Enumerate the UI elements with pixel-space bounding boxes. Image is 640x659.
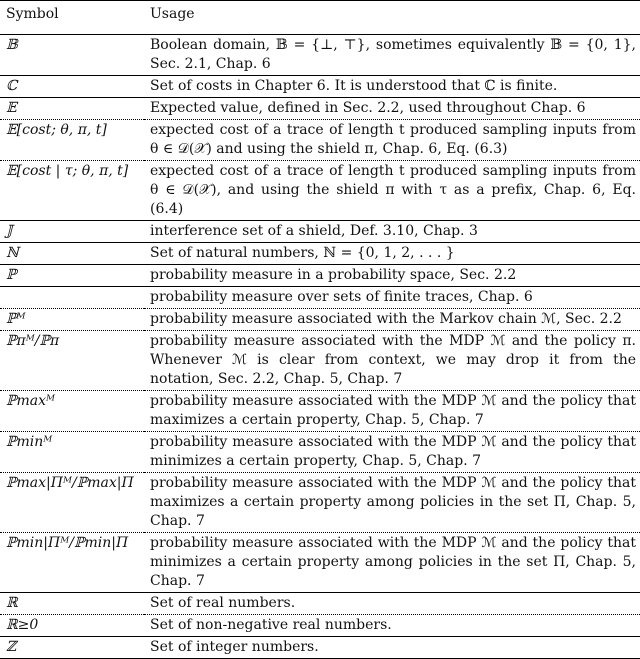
symbol-cell: ℙπᴹ/ℙπ bbox=[6, 333, 60, 349]
symbol-cell: 𝔼[cost; θ, π, t] bbox=[6, 122, 107, 138]
table-row bbox=[0, 637, 640, 659]
usage-cell: Set of integer numbers. bbox=[150, 639, 319, 655]
table-row bbox=[0, 473, 640, 533]
usage-cell: probability measure associated with the MDP ℳ and the policy π. Whenever ℳ is clear from context, we may drop it from the notation, Sec. 2.2, Chap. 5, Chap. 7 bbox=[150, 333, 636, 387]
symbol-cell: ℙmaxᴹ bbox=[6, 393, 56, 409]
table-row bbox=[0, 265, 640, 287]
usage-cell: expected cost of a trace of length t produced sampling inputs from θ ∈ 𝒟(𝒳), and using the shield π with τ as a prefix, Chap. 6, Eq. (6.4) bbox=[150, 163, 636, 217]
usage-cell: probability measure over sets of finite traces, Chap. 6 bbox=[150, 289, 533, 305]
symbol-cell: 𝔼[cost | τ; θ, π, t] bbox=[6, 163, 129, 179]
symbol-cell: ℙ bbox=[6, 267, 17, 283]
usage-cell: probability measure associated with the Markov chain ℳ, Sec. 2.2 bbox=[150, 311, 622, 327]
table-row bbox=[0, 331, 640, 391]
symbol-cell: ℂ bbox=[6, 78, 18, 94]
table-row bbox=[0, 615, 640, 637]
usage-cell: probability measure associated with the MDP ℳ and the policy that maximizes a certain property among policies in the set Π, Chap. 5, Chap. 7 bbox=[150, 475, 636, 529]
symbol-cell: ℙᴹ bbox=[6, 311, 26, 327]
table-row bbox=[0, 120, 640, 161]
symbol-cell: ℙmin|Πᴹ/ℙmin|Π bbox=[6, 535, 129, 551]
usage-cell: Set of non-negative real numbers. bbox=[150, 617, 392, 633]
table-row bbox=[0, 98, 640, 120]
usage-cell: probability measure associated with the MDP ℳ and the policy that minimizes a certain property, Chap. 5, Chap. 7 bbox=[150, 434, 636, 469]
symbol-cell: ℤ bbox=[6, 639, 17, 655]
symbol-cell: 𝕁 bbox=[6, 223, 13, 239]
table-row bbox=[0, 161, 640, 221]
symbol-cell: 𝔼 bbox=[6, 100, 17, 116]
table-row bbox=[0, 221, 640, 243]
usage-cell: probability measure associated with the MDP ℳ and the policy that maximizes a certain property, Chap. 5, Chap. 7 bbox=[150, 393, 636, 428]
usage-cell: Set of costs in Chapter 6. It is understood that ℂ is finite. bbox=[150, 78, 558, 94]
table-row bbox=[0, 35, 640, 76]
table-row bbox=[0, 76, 640, 98]
usage-cell: expected cost of a trace of length t produced sampling inputs from θ ∈ 𝒟(𝒳) and using the shield π, Chap. 6, Eq. (6.3) bbox=[150, 122, 636, 157]
table-row bbox=[0, 243, 640, 265]
usage-cell: Boolean domain, 𝔹 = {⊥, ⊤}, sometimes equivalently 𝔹 = {0, 1}, Sec. 2.1, Chap. 6 bbox=[150, 37, 636, 72]
symbol-cell: ℙmax|Πᴹ/ℙmax|Π bbox=[6, 475, 134, 491]
table-row bbox=[0, 593, 640, 615]
table-row bbox=[0, 391, 640, 432]
table-row bbox=[0, 309, 640, 331]
usage-cell: Set of natural numbers, ℕ = {0, 1, 2, . . . } bbox=[150, 245, 455, 261]
usage-cell: interference set of a shield, Def. 3.10, Chap. 3 bbox=[150, 223, 478, 239]
table-row bbox=[0, 432, 640, 473]
usage-cell: Set of real numbers. bbox=[150, 595, 296, 611]
usage-cell: Expected value, defined in Sec. 2.2, used throughout Chap. 6 bbox=[150, 100, 586, 116]
table-row bbox=[0, 287, 640, 309]
symbol-cell: 𝔹 bbox=[6, 37, 18, 53]
usage-cell: probability measure associated with the MDP ℳ and the policy that minimizes a certain property among policies in the set Π, Chap. 5, Chap. 7 bbox=[150, 535, 636, 589]
usage-header: Usage bbox=[150, 6, 195, 22]
symbol-cell: ℙminᴹ bbox=[6, 434, 53, 450]
symbol-header: Symbol bbox=[6, 6, 59, 22]
symbol-cell: ℝ bbox=[6, 595, 18, 611]
usage-cell: probability measure in a probability space, Sec. 2.2 bbox=[150, 267, 517, 283]
symbol-cell: ℝ≥0 bbox=[6, 617, 39, 633]
table-row bbox=[0, 533, 640, 593]
header-row bbox=[0, 1, 640, 35]
symbol-cell: ℕ bbox=[6, 245, 19, 261]
symbol-cell bbox=[0, 287, 144, 309]
